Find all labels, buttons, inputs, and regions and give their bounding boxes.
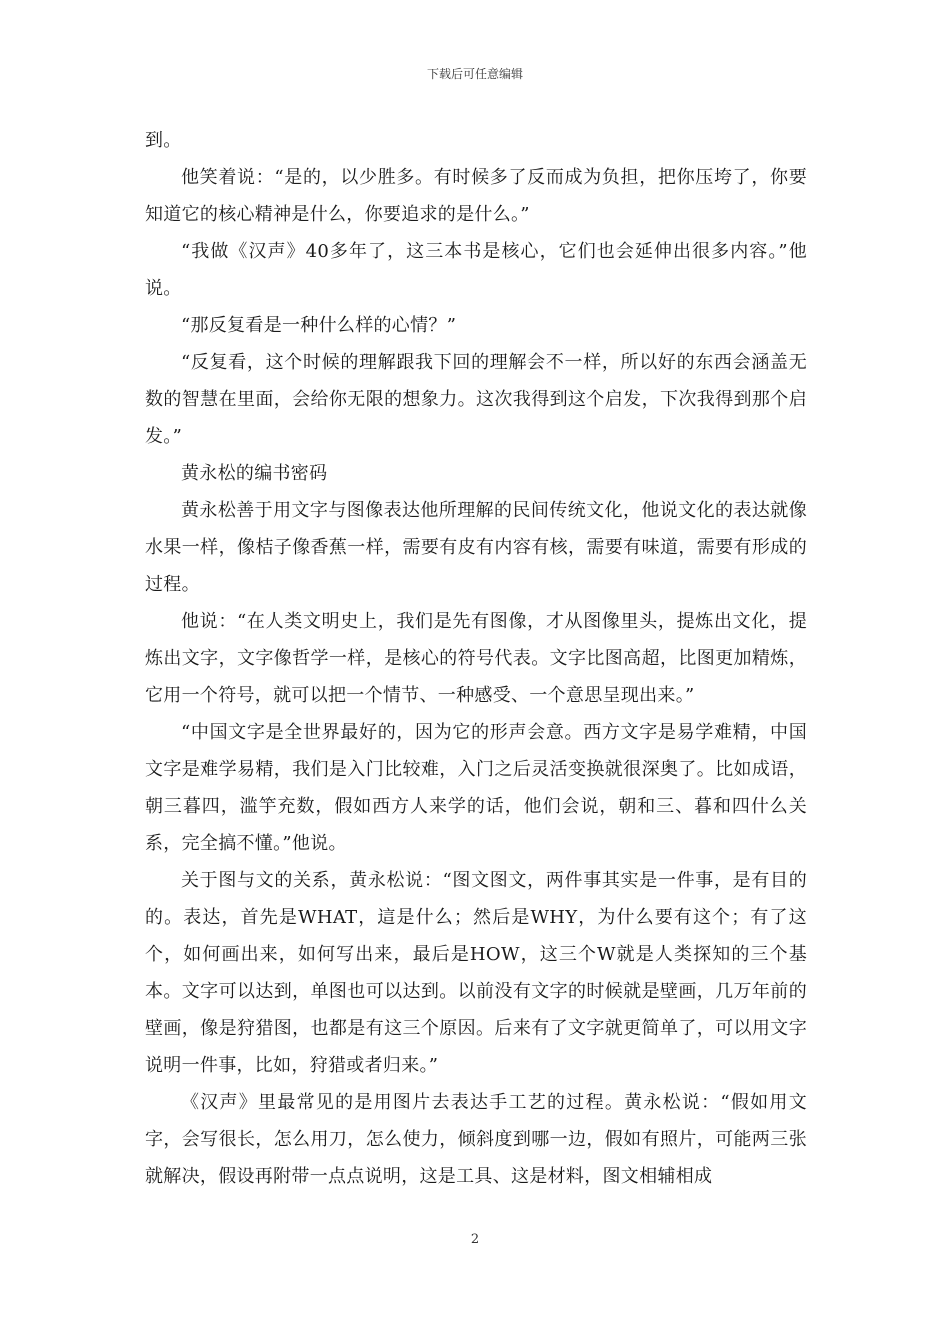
paragraph: 关于图与文的关系，黄永松说：“图文图文，两件事其实是一件事，是有目的的。表达，首先是WHAT，這是什么；然后是WHY，为什么要有这个；有了这个，如何画出来，如何写出来，最后是HOW，这三个W就是人类探知的三个基本。文字可以达到，单图也可以达到。以前没有文字的时候就是壁画，几万年前的壁画，像是狩猎图，也都是有这三个原因。后来有了文字就更简单了，可以用文字说明一件事，比如，狩猎或者归来。” [145,870,807,1076]
paragraph: “反复看，这个时候的理解跟我下回的理解会不一样，所以好的东西会涵盖无数的智慧在里面，会给你无限的想象力。这次我得到这个启发，下次我得到那个启发。” [145,352,807,447]
paragraph: “中国文字是全世界最好的，因为它的形声会意。西方文字是易学难精，中国文字是难学易精，我们是入门比较难，入门之后灵活变换就很深奥了。比如成语，朝三暮四，滥竽充数，假如西方人来学的话，他们会说，朝和三、暮和四什么关系，完全搞不懂。”他说。 [145,722,807,854]
paragraph: 他笑着说：“是的，以少胜多。有时候多了反而成为负担，把你压垮了，你要知道它的核心精神是什么，你要追求的是什么。” [145,167,807,225]
page-number: 2 [470,1232,480,1247]
paragraph: 到。 [145,130,182,151]
paragraph: 黄永松善于用文字与图像表达他所理解的民间传统文化，他说文化的表达就像水果一样，像桔子像香蕉一样，需要有皮有内容有核，需要有味道，需要有形成的过程。 [145,500,807,595]
section-heading: 黄永松的编书密码 [181,463,328,484]
paragraph: 他说：“在人类文明史上，我们是先有图像，才从图像里头，提炼出文化，提炼出文字，文字像哲学一样，是核心的符号代表。文字比图高超，比图更加精炼，它用一个符号，就可以把一个情节、一种感受、一个意思呈现出来。” [145,611,807,706]
paragraph: “那反复看是一种什么样的心情？” [181,315,457,336]
paragraph: “我做《汉声》40多年了，这三本书是核心，它们也会延伸出很多内容。”他说。 [145,241,807,299]
page-header: 下载后可任意编辑 [426,67,523,81]
paragraph: 《汉声》里最常见的是用图片去表达手工艺的过程。黄永松说：“假如用文字，会写很长，怎么用刀，怎么使力，倾斜度到哪一边，假如有照片，可能两三张就解决，假设再附带一点点说明，这是工具、这是材料，图文相辅相成 [145,1092,807,1187]
document-body [145,122,807,1195]
